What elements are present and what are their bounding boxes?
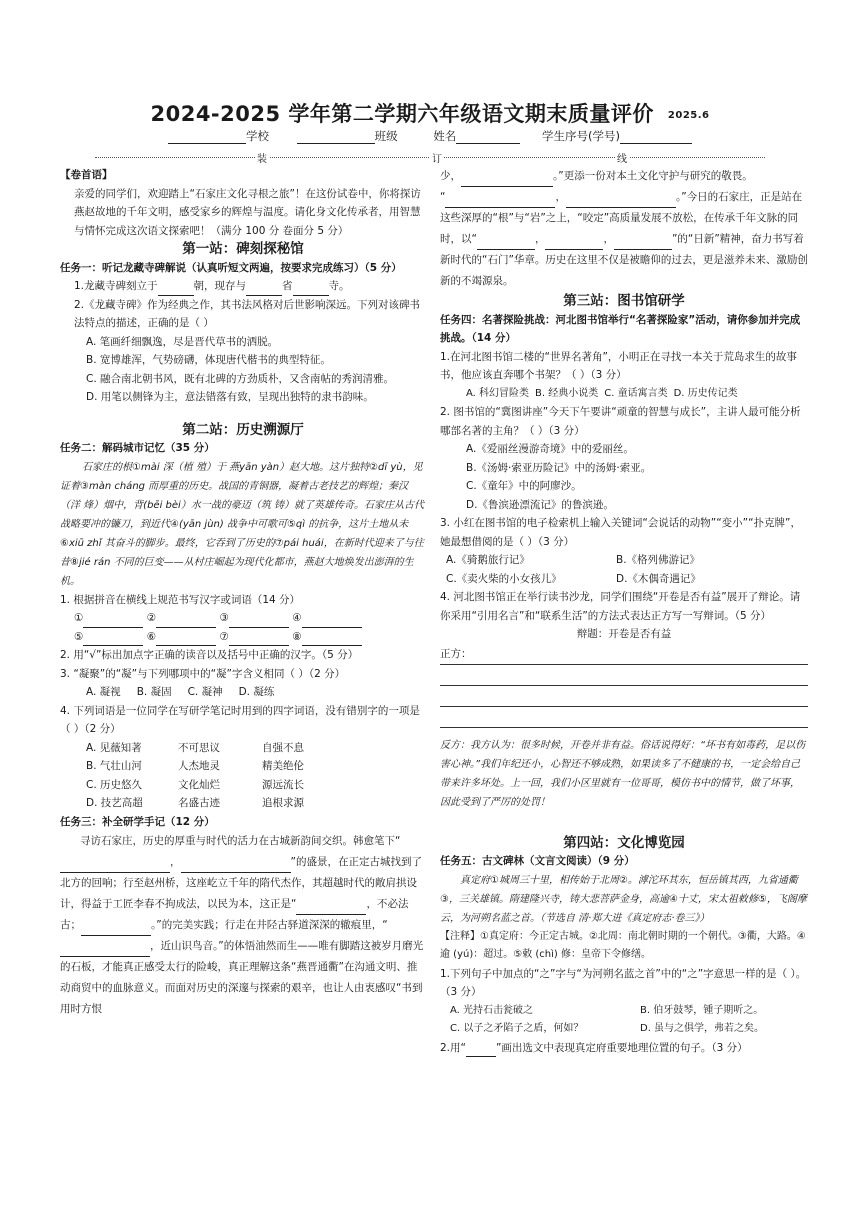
essay-continuation: 少， 。”更添一份对本土文化守护与研究的敬畏。 “ ， 。”今日的石家庄，正是站在这些深厚的“根”与“岩”之上，“咬定”高质量发展不放松，在传承千年文脉的同时，以“ ， ， ”的“日新”精神，奋力书写着新时代的“石门”华章。历史在这里不仅是被瞻仰的过去，更是滋养未来、激励创新的不竭源泉。 [440,170,808,287]
q2-4-b-3: 精美绝伦 [262,760,304,772]
blank-num-5: ⑤ [74,630,84,643]
section-4-title: 第四站：文化博览园 [563,834,685,851]
binding-char-1: 装 [255,150,269,165]
blank-num-7: ⑦ [219,630,229,643]
class-blank[interactable] [297,131,375,144]
q1-1-blank-dynasty[interactable] [158,282,194,296]
section-1-title: 第一站：碑刻探秘馆 [182,241,304,257]
student-info-row [168,128,728,144]
essay-blank-4[interactable] [81,922,151,936]
q1-2-option-d[interactable]: D. 用笔以侧锋为主，意法错落有致，呈现出独特的隶书韵味。 [86,391,374,403]
answer-line[interactable] [440,686,808,707]
q1-1-text-d: 寺。 [328,280,350,292]
task-2-heading: 任务二：解码城市记忆（35 分） [60,442,215,454]
pinyin-blanks-row-1 [60,609,426,628]
question-5-1: 1.下列句子中加点的“之”字与“为河朔名蓝之首”中的“之”字意思一样的是（ ）。（3 分） [440,967,807,998]
q4-3-option-b[interactable]: B.《格列佛游记》 [616,554,701,566]
q4-3-option-a[interactable]: A.《骑鹅旅行记》 [446,554,530,566]
q1-1-text-c: 省 [282,280,293,292]
class-label: 班级 [374,129,398,143]
essay-blank-2[interactable] [181,859,291,873]
question-4-2: 2. 图书馆的“冀图讲座”今天下午要讲“顽童的智慧与成长”，主讲人最可能分析哪部名著的主角？（ ）（3 分） [440,406,801,437]
school-blank[interactable] [168,131,246,144]
q2-3-option-c[interactable]: C. 凝神 [187,686,223,698]
left-column [60,166,426,1020]
answer-line[interactable] [440,665,808,686]
q4-2-option-d[interactable]: D.《鲁滨逊漂流记》的鲁滨逊。 [466,498,614,511]
blank-num-2: ② [146,612,157,624]
classical-passage: 真定府①城周三十里，相传始于北周②。滹沱环其东，恒岳镇其西，九省通衢③，三关雄镇。隋建隆兴寺，铸大悲菩萨金身，高逾④十丈，宋太祖敕修⑤，飞阁摩云，为河朔名蓝之首。（节选自 清·郑大进《真定府志·卷三》） [440,874,807,924]
question-2-1: 1. 根据拼音在横线上规范书写汉字或词语（14 分） [60,593,301,606]
q5-1-option-b[interactable]: B. 伯牙鼓琴，锺子期听之。 [640,1004,764,1016]
q5-1-options [440,1002,808,1039]
q4-3-option-d[interactable]: D.《木偶奇遇记》 [616,572,701,585]
q4-2-option-b[interactable]: B.《汤姆·索亚历险记》中的汤姆·索亚。 [466,461,652,474]
history-passage: 石家庄的根①mài 深（植 殖）于 燕yān yàn）赵大地。这片独特②dī yù，见证着③màn cháng 而厚重的历史。战国的青铜器，凝着古老技艺的辉煌；秦汉（洋 烽）烟中，背(bēi bèi）水一战的豪迈（筑 铸）就了英雄传奇。石家庄从古代战略要冲的镰刀，到近代④(yān jùn) 战争中可歌可⑤qì 的抗争，这片土地从未⑥xiū zhǐ 其奋斗的脚步。最终，它吞到了历史的⑦pái huái，在新时代迎来了与往昔⑧jié rán 不同的巨变——从村庄崛起为现代化都市，燕赵大地焕发出澎湃的生机。 [60,461,424,587]
q4-1-option-d[interactable]: D. 历史传记类 [673,387,738,399]
question-5-2 [440,1039,808,1058]
q1-1-text-b: 朝，现存与 [193,280,247,292]
question-4-3: 3. 小红在图书馆的电子检索机上输入关键词“会说话的动物”“变小”“扑克牌”，她最想借阅的是（ ）（3 分） [440,517,801,548]
cont-blank-1[interactable] [461,173,553,187]
cont-part-2: 。”更添一份对本土文化守护与研究的敬畏。 [553,170,753,182]
q4-3-options [440,551,808,588]
q1-2-option-a[interactable]: A. 笔画纤细飘逸，尽是晋代草书的洒脱。 [86,335,279,348]
cont-blank-6[interactable] [614,236,672,250]
q5-2-underline-mark [466,1043,496,1057]
question-2-2: 2. 用“√”标出加点字正确的读音以及括号中正确的汉字。（5 分） [60,649,359,661]
blank-num-4: ④ [292,612,302,624]
q1-2-option-b[interactable]: B. 宽博雄浑，气势磅礴，体现唐代楷书的典型特征。 [86,354,331,366]
binding-char-2: 订 [430,150,444,165]
q1-2-option-c[interactable]: C. 融合南北朝书风，既有北碑的方劲质朴，又含南帖的秀润清雅。 [86,372,395,385]
essay-blank-1[interactable] [60,859,170,873]
title-text: 2024-2025 学年第二学期六年级语文期末质量评价 [150,102,654,126]
question-1-1 [60,277,426,296]
task-1-heading: 任务一：听记龙藏寺碑解说（认真听短文两遍，按要求完成练习）（5 分） [60,261,402,274]
blank-num-6: ⑥ [146,630,157,643]
q4-1-option-a[interactable]: A. 科幻冒险类 [466,387,530,399]
student-id-blank[interactable] [620,131,692,144]
q2-4-options [60,739,426,813]
q1-1-blank-temple[interactable] [293,282,329,296]
blank-num-1: ① [74,612,84,624]
essay-part-2: ”的盛景，在正定古城找到了北方的回响；行至赵州桥，这座屹立千年的隋代杰作，其超越时代的敞肩拱设计，得益于工匠李春不拘成法，以民为本，这正是 [60,856,422,910]
cont-blank-5[interactable] [545,236,603,250]
q2-3-option-d[interactable]: D. 凝练 [238,686,275,698]
section-2-title: 第二站：历史溯源厅 [182,421,304,438]
pro-label: 正方： [440,648,472,660]
passage-notes: 【注释】①真定府：今正定古城。②北周：南北朝时期的一个朝代。③衢，大路。④逾 (yú)：超过。⑤敕 (chì) 修：皇帝下令修缮。 [440,930,806,960]
question-4-1: 1.在河北图书馆二楼的“世界名著角”，小明正在寻找一本关于荒岛求生的故事书，他应该直奔哪个书架？（ ）（3 分） [440,350,797,381]
q5-2-text-a: 2.用“ [440,1041,466,1054]
question-2-4: 4. 下列词语是一位同学在写研学笔记时用到的四字词语，没有错别字的一项是（ ）（2 分） [60,704,420,735]
q4-3-option-c[interactable]: C.《卖火柴的小女孩儿》 [446,572,562,585]
right-column [440,166,808,1057]
intro-heading: 【卷首语】 [60,169,113,181]
q4-2-option-a[interactable]: A.《爱丽丝漫游奇境》中的爱丽丝。 [466,443,634,455]
q4-1-option-b[interactable]: B. 经典小说类 [535,387,599,399]
cont-blank-2[interactable] [445,194,555,208]
exam-title [0,98,860,128]
binding-line [95,150,765,165]
q2-4-d-1[interactable]: D. 技艺高超 [86,797,143,809]
q5-2-text-b: ”画出选文中表现真定府重要地理位置的句子。（3 分） [495,1041,748,1054]
q2-3-option-b[interactable]: B. 凝固 [136,686,172,698]
q2-4-c-1[interactable]: C. 历史悠久 [86,778,143,791]
cont-blank-4[interactable] [477,236,535,250]
q2-4-d-3: 追根求源 [262,797,304,809]
cont-part-4: ”的“日新”精神，奋力书写着新时代的“石门”华章。历史在这里不仅是被瞻仰的过去，更是滋养未来、激励创新的不竭源泉。 [440,233,808,287]
cont-blank-3[interactable] [566,194,676,208]
q2-3-options [60,683,426,702]
q2-4-b-1[interactable]: B. 气壮山河 [86,760,142,772]
study-notes-essay: 寻访石家庄，历史的厚重与时代的活力在古城新韵间交织。韩愈笔下“， ”的盛景，在正定古城找到了北方的回响；行至赵州桥，这座屹立千年的隋代杰作，其超越时代的敞肩拱设计，得益于工匠李春不拘成法，以民为本，这正是“ ，不必法古； 。”的完美实践；行走在井陉古驿道深深的辙痕里，“，近山识鸟音。”的体悟油然而生——唯有脚踏这被岁月磨光的石板，才能真正感受太行的险峻，真正理解这条“燕晋通衢”在沟通文明、推动商贸中的血脉意义。而面对历史的深邃与探索的艰辛，也让人由衷感叹“书到用时方恨 [60,835,424,1015]
task-5-heading: 任务五：古文碑林（文言文阅读）（9 分） [440,855,635,867]
essay-part-4: 。”的完美实践；行走在井陉古驿道深深的辙痕里， [151,919,383,931]
blank-num-8: ⑧ [292,630,302,643]
q5-1-option-a[interactable]: A. 光持石击瓮破之 [450,1004,534,1016]
binding-char-3: 线 [615,150,629,165]
answer-line[interactable] [440,707,808,728]
q2-4-b-2: 人杰地灵 [178,760,220,772]
q2-4-c-3: 源远流长 [262,778,304,791]
cont-part-3: 今日的石家庄，正是站在这些深厚的“根”与“岩”之上，“咬定”高质量发展不放松，在传承千年文脉的同时，以“ [440,191,803,245]
pro-answer-area[interactable] [440,644,808,728]
blank-num-3: ③ [219,612,229,624]
essay-blank-5[interactable] [60,943,150,957]
task-3-heading: 任务三：补全研学手记（12 分） [60,815,215,828]
q4-1-option-c[interactable]: C. 童话寓言类 [604,387,668,399]
task-4-heading: 任务四：名著探险挑战：河北图书馆举行“名著探险家”活动，请你参加并完成挑战。（14 分） [440,313,801,344]
name-blank[interactable] [456,131,520,144]
essay-part-1: 寻访石家庄，历史的厚重与时代的活力在古城新韵间交织。韩愈笔下 [80,835,395,847]
q1-1-text-a: 1.龙藏寺碑刻立于 [74,280,158,292]
pinyin-blanks-row-2 [60,628,426,647]
q5-1-option-c[interactable]: C. 以子之矛陷子之盾，何如？ [450,1023,584,1034]
con-argument: 反方：我方认为：很多时候，开卷并非有益。俗话说得好：“坏书有如毒药，足以伤害心神。”我们年纪还小，心智还不够成熟，如果读多了不健康的书，一定会给自己带来许多坏处。上一回，我们小区里就有一位哥哥，模仿书中的情节，做了坏事，因此受到了严厉的处罚！ [440,739,806,808]
essay-part-5: ，近山识鸟音。”的体悟油然而生——唯有脚踏这被岁月磨光的石板，才能真正感受太行的险峻，真正理解这条“燕晋通衢”在沟通文明、推动商贸中的血脉意义。而面对历史的深邃与探索的艰辛，也让人由衷感叹“书到用时方恨 [60,940,424,1015]
q2-4-d-2: 名盛古迹 [178,797,220,809]
question-1-2: 2.《龙藏寺碑》作为经典之作，其书法风格对后世影响深远。下列对该碑书法特点的描述，正确的是（ ） [74,298,421,329]
intro-text: 亲爱的同学们，欢迎踏上“石家庄文化寻根之旅”！在这份试卷中，你将探访燕赵故地的千年文明，感受家乡的辉煌与温度。请化身文化传承者，用智慧与情怀完成这次语文探索吧！（满分 100 分 卷面分 5 分） [74,187,421,237]
q2-3-option-a[interactable]: A. 凝视 [86,686,121,698]
q1-1-blank-province[interactable] [246,282,282,296]
exam-date: 2025.6 [667,109,710,121]
q2-4-a-1[interactable]: A. 见薇知著 [86,741,142,754]
question-4-4: 4. 河北图书馆正在举行读书沙龙，同学们围绕“开卷是否有益”展开了辩论。请你采用“引用名言”和“联系生活”的方法式表达正方写一写辩词。（5 分） [440,591,801,622]
name-label: 姓名 [433,129,457,143]
essay-blank-3[interactable] [296,901,366,915]
q2-4-a-2: 不可思议 [178,741,220,754]
q4-1-options [440,385,808,404]
school-label: 学校 [246,129,269,143]
q2-4-a-3: 自强不息 [262,741,304,754]
essay-part-3: ，不必法古； [60,898,409,931]
cont-part-1: 少， [440,170,461,182]
question-2-3: 3. “凝聚”的“凝”与下列哪项中的“凝”字含义相同（ ）（2 分） [60,667,346,680]
q2-4-c-2: 文化灿烂 [178,778,220,791]
q4-2-option-c[interactable]: C.《童年》中的阿廖沙。 [466,480,582,492]
debate-topic: 辩题：开卷是否有益 [576,628,672,640]
student-id-label: 学生序号(学号) [541,129,620,143]
section-3-title: 第三站：图书馆研学 [563,293,685,309]
q5-1-option-d[interactable]: D. 虽与之俱学，弗若之矣。 [640,1023,765,1034]
